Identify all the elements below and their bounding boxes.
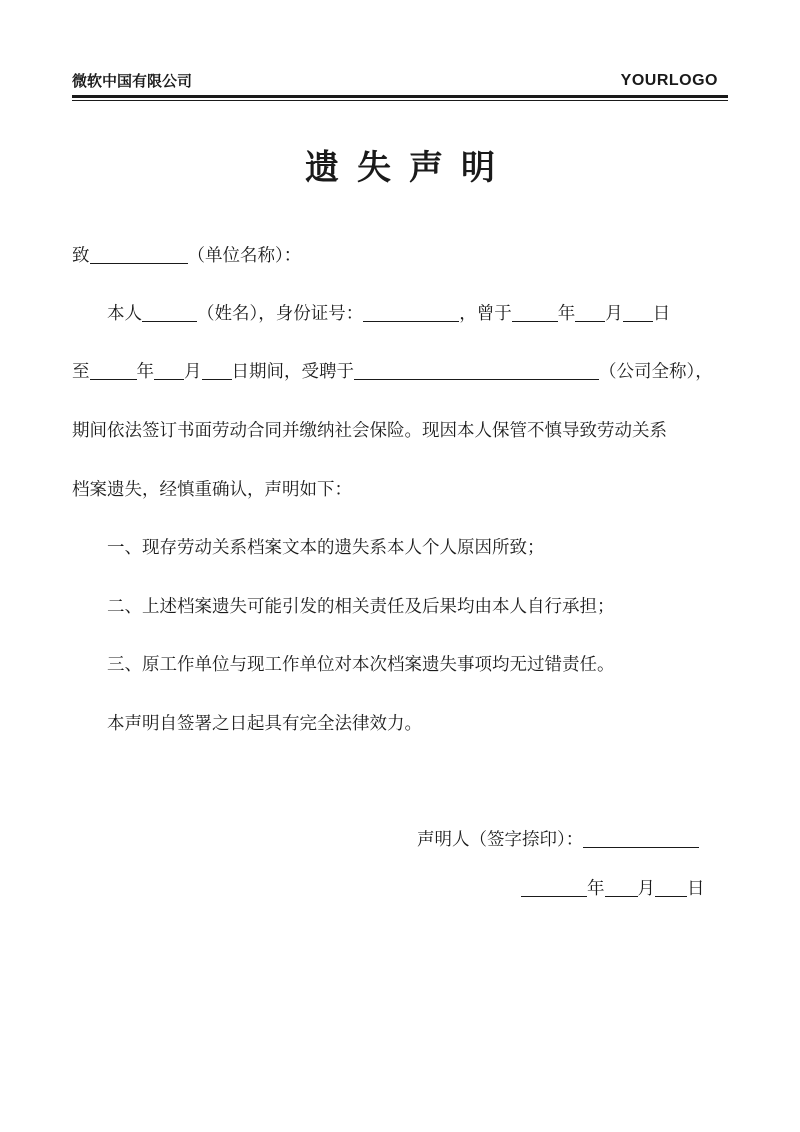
sign-day-blank[interactable]	[655, 878, 687, 897]
signature-date	[521, 876, 705, 902]
text-year: 年	[557, 304, 576, 324]
body-line-4: 档案遗失，经慎重确认，声明如下：	[72, 480, 352, 500]
text-id-label: （姓名），身份证号：	[197, 304, 364, 324]
address-suffix: （单位名称）：	[187, 246, 302, 266]
body-line-3: 期间依法签订书面劳动合同并缴纳社会保险。现因本人保管不慎导致劳动关系	[72, 421, 667, 441]
start-day-blank[interactable]	[623, 303, 653, 322]
sign-month-blank[interactable]	[605, 878, 638, 897]
text-benren: 本人	[107, 304, 142, 324]
text-month: 月	[637, 879, 655, 899]
text-employed-by: 日期间，受聘于	[231, 362, 354, 382]
address-prefix: 致	[72, 246, 90, 266]
address-line	[72, 243, 301, 269]
end-month-blank[interactable]	[154, 361, 184, 380]
company-fullname-blank[interactable]	[354, 361, 599, 380]
company-name: 微软中国有限公司	[72, 72, 193, 90]
text-day: 日	[652, 304, 671, 324]
text-day: 日	[687, 879, 705, 899]
text-zhi: 至	[72, 362, 90, 382]
document-title: 遗失声明	[305, 148, 513, 188]
end-year-blank[interactable]	[90, 361, 137, 380]
unit-name-blank[interactable]	[90, 245, 188, 264]
text-company-fullname: （公司全称），	[599, 362, 713, 382]
start-month-blank[interactable]	[575, 303, 605, 322]
name-blank[interactable]	[142, 303, 197, 322]
statement-item-2: 二、上述档案遗失可能引发的相关责任及后果均由本人自行承担；	[107, 597, 615, 617]
body-line-1	[107, 301, 670, 327]
end-day-blank[interactable]	[202, 361, 232, 380]
sign-year-blank[interactable]	[521, 878, 587, 897]
closing-statement: 本声明自签署之日起具有完全法律效力。	[107, 714, 422, 734]
statement-item-1: 一、现存劳动关系档案文本的遗失系本人个人原因所致；	[107, 538, 545, 558]
text-year: 年	[136, 362, 154, 382]
logo-text: YOURLOGO	[620, 72, 718, 89]
id-number-blank[interactable]	[363, 303, 459, 322]
signature-line	[417, 827, 699, 853]
signature-blank[interactable]	[583, 829, 699, 848]
signature-label: 声明人（签字捺印）：	[417, 830, 584, 850]
body-line-2	[72, 359, 713, 385]
text-month: 月	[184, 362, 202, 382]
text-year: 年	[587, 879, 605, 899]
text-cengyu: ，曾于	[459, 304, 512, 324]
header-divider-thin	[72, 100, 728, 101]
statement-item-3: 三、原工作单位与现工作单位对本次档案遗失事项均无过错责任。	[107, 655, 615, 675]
start-year-blank[interactable]	[512, 303, 558, 322]
header-divider-thick	[72, 95, 728, 98]
text-month: 月	[605, 304, 623, 324]
